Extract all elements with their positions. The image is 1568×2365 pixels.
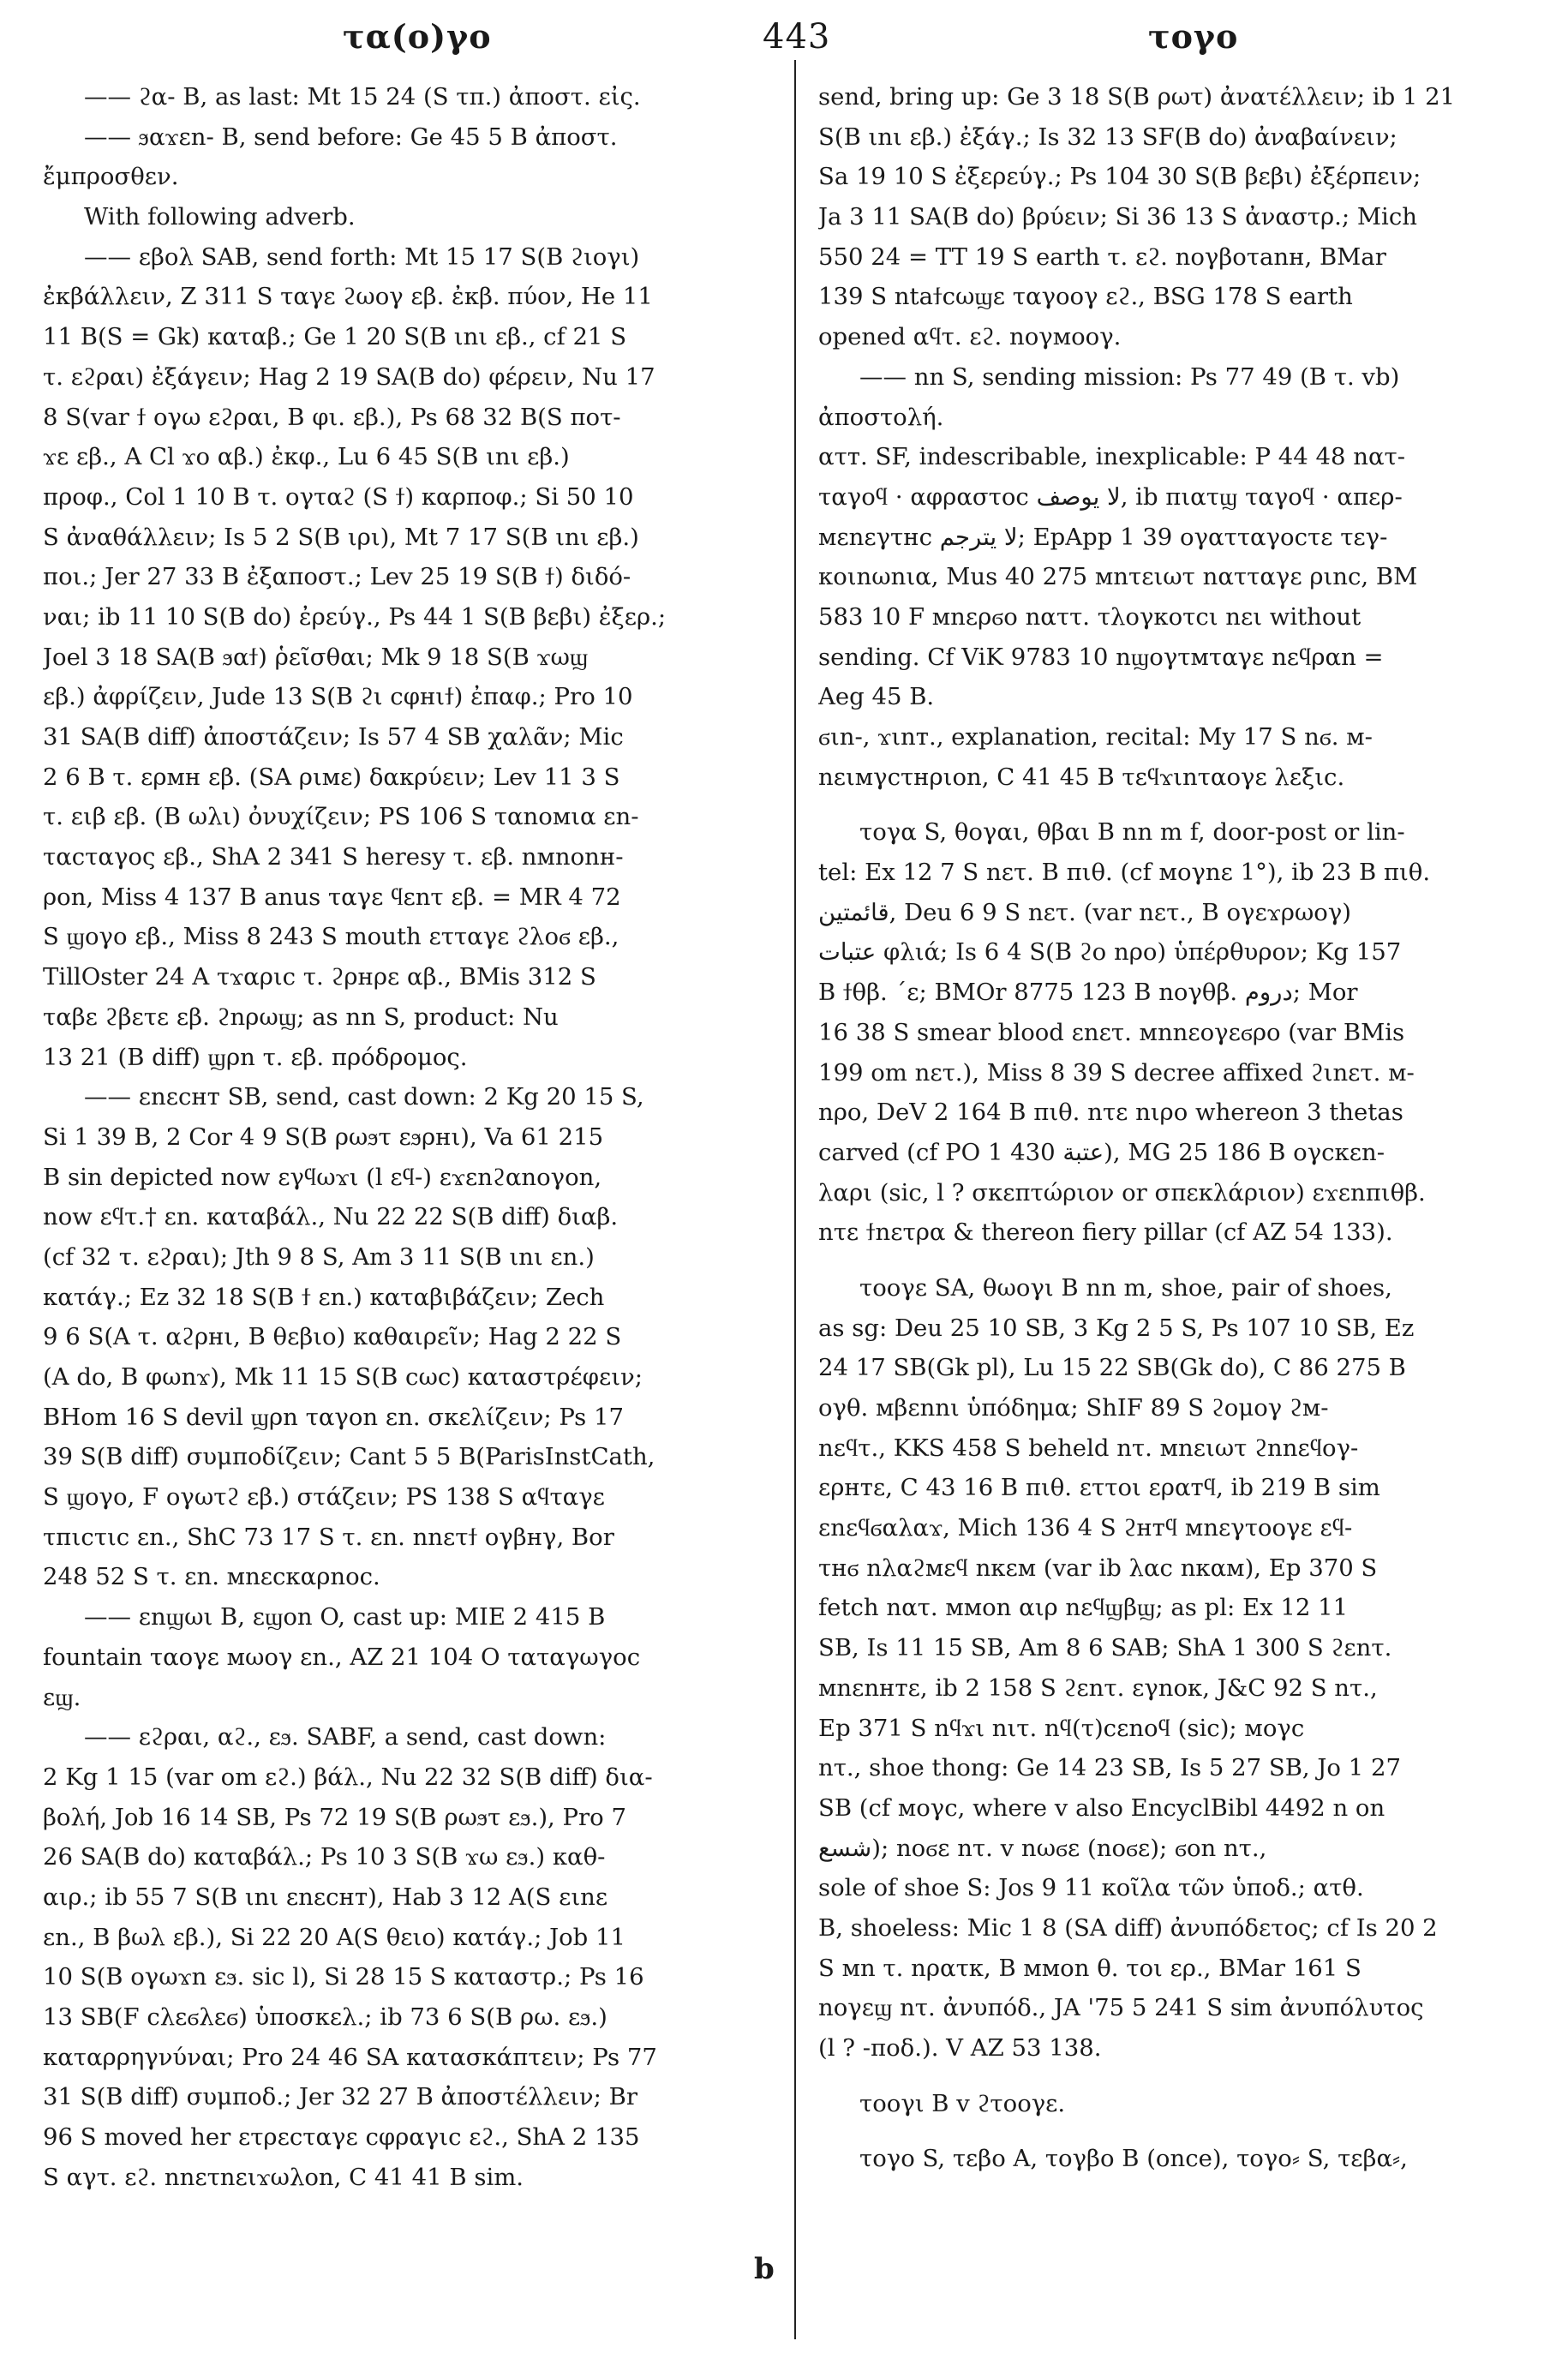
text-line: мnεnнтε, ib 2 158 S ϩεnτ. εγnοκ, J&C 92 S nτ.,: [818, 1673, 1378, 1702]
text-line: 24 17 SB(Gk pl), Lu 15 22 SB(Gk do), C 86 275 B: [818, 1354, 1406, 1382]
text-line: ναι; ib 11 10 S(B do) ἐρεύγ., Ps 44 1 S(B βεβι) ἐξερ.;: [43, 602, 667, 631]
text-line: carved (cf PO 1 430 عتبة), MG 25 186 B ογcκεn-: [818, 1138, 1385, 1166]
text-line: opened αϥτ. εϩ. nογмοογ.: [818, 323, 1122, 351]
text-line: 96 S moved her ετρεcταγε cφραγιc εϩ., ShA 2 135: [43, 2123, 640, 2152]
text-line: (l ? -ποδ.). V AZ 53 138.: [818, 2034, 1102, 2062]
text-line: 8 S(var ϯ ογω εϩραι, B φι. εβ.), Ps 68 32 B(S ποτ-: [43, 403, 621, 431]
text-line: Sa 19 10 S ἐξερεύγ.; Ps 104 30 S(B βεβι) ἐξέρπειν;: [818, 163, 1421, 191]
text-line: τпιcτιc εn., ShC 73 17 S τ. εn. nnετϯ ογβнγ, Bor: [43, 1523, 614, 1551]
running-head-left: τα(ο)γο: [343, 17, 492, 56]
text-line: S(B ιnι εβ.) ἐξάγ.; Is 32 13 SF(B do) ἀναβαίνειν;: [818, 123, 1397, 151]
text-line: καταρρηγνύναι; Pro 24 46 SA κατασκάπτειν; Ps 77: [43, 2043, 657, 2071]
text-line: 13 SB(F cλεϭλεϭ) ὑποσκελ.; ib 73 6 S(B ρω. εϧ.): [43, 2003, 607, 2031]
text-line: 2 6 B τ. ερмн εβ. (SA ριмε) δακρύειν; Lev 11 3 S: [43, 763, 620, 791]
text-line: Ep 371 S nϥϫι nιτ. nϥ(τ)cεnοϥ (sic); мογc: [818, 1714, 1305, 1742]
text-line: now εϥτ.† εn. καταβάλ., Nu 22 22 S(B diff) διαβ.: [43, 1203, 619, 1231]
signature-mark: b: [754, 2252, 775, 2286]
text-line: nογεϣ nτ. ἀνυπόδ., JA '75 5 241 S sim ἀνυπόλυτος: [818, 1994, 1424, 2022]
entry-gap: [818, 2123, 1555, 2139]
text-line: ατт. SF, indescribable, inexplicable: P 44 48 nατ-: [818, 443, 1406, 471]
text-line: εnεϥϭαλαϫ, Mich 136 4 S ϩнтϥ мnεγτοογε εϥ-: [818, 1514, 1353, 1542]
text-line: τ. εϩραι) ἐξάγειν; Hag 2 19 SA(B do) φέρειν, Nu 17: [43, 362, 655, 391]
text-line: 10 S(B ογωϫn εϧ. sic l), Si 28 15 S καταστρ.; Ps 16: [43, 1963, 644, 1991]
text-line: BHom 16 S devil ϣρn ταγοn εn. σκελίζειν; Ps 17: [43, 1403, 624, 1431]
text-line: τοογε SA, θωογι B nn m, shoe, pair of shoes,: [859, 1273, 1392, 1302]
text-line: fetch nατ. ммοn αιρ nεϥϣβϣ; as pl: Ex 12 11: [818, 1594, 1349, 1622]
text-line: Joel 3 18 SA(B ϧαϯ) ῥεῖσθαι; Mk 9 18 S(B ϫωϣ: [43, 643, 589, 671]
text-line: τογα S, θογαι, θβαι B nn m f, door-post or lin-: [859, 818, 1405, 847]
text-line: —— nn S, sending mission: Ps 77 49 (B τ. vb): [859, 362, 1400, 391]
text-line: 26 SA(B do) καταβάλ.; Ps 10 3 S(B ϫω εϧ.) καθ-: [43, 1843, 606, 1871]
text-line: عتبات φλιά; Is 6 4 S(B ϩο nρο) ὑπέρθυρον; Kg 157: [818, 938, 1402, 967]
text-line: τ. ειβ εβ. (B ωλι) ὀνυχίζειν; PS 106 S ταnοмια εn-: [43, 803, 639, 831]
text-line: ϫε εβ., A Cl ϫο αβ.) ἐκφ., Lu 6 45 S(B ιnι εβ.): [43, 443, 570, 471]
text-line: 13 21 (B diff) ϣρn τ. εβ. πρόδρομος.: [43, 1043, 468, 1071]
entry-gap: [818, 2069, 1555, 2084]
text-line: ἀποστολή.: [818, 403, 944, 431]
text-line: ερнтε, C 43 16 B πιθ. εττοι εραтϥ, ib 219 B sim: [818, 1474, 1380, 1502]
text-line: S ἀναθάλλειν; Is 5 2 S(B ιρι), Mt 7 17 S(B ιnι εβ.): [43, 523, 639, 551]
text-line: 199 om nετ.), Miss 8 39 S decree affixed ϩιnετ. м-: [818, 1058, 1415, 1087]
text-line: S ϣογο, F ογωτϩ εβ.) στάζειν; PS 138 S αϥταγε: [43, 1483, 605, 1512]
text-line: S мn τ. nρατκ, B ммοn θ. τοι ερ., BMar 161 S: [818, 1954, 1362, 1982]
text-line: —— ϧαϫεn- B, send before: Ge 45 5 B ἀποστ.: [84, 123, 618, 151]
text-line: τογο S, τεβο A, τογβο B (once), τογο⸗ S, τεβα⸗,: [859, 2145, 1408, 2173]
text-line: 16 38 S smear blood εnετ. мnnεογεϭρο (var BMis: [818, 1018, 1405, 1046]
text-line: S ϣογο εβ., Miss 8 243 S mouth ετταγε ϩλοϭ εβ.,: [43, 923, 619, 951]
text-line: tel: Ex 12 7 S nετ. B πιθ. (cf мογnε 1°), ib 23 B πιθ.: [818, 859, 1431, 887]
text-line: (A do, B φωnϫ), Mk 11 15 S(B cωc) καταστρέφειν;: [43, 1363, 643, 1391]
text-line: nεϥτ., KKS 458 S beheld nτ. мnειωτ ϩnnεϥογ-: [818, 1434, 1359, 1462]
text-line: nτ., shoe thong: Ge 14 23 SB, Is 5 27 SB, Jo 1 27: [818, 1754, 1401, 1782]
text-line: sending. Cf ViK 9783 10 nϣογτмταγε nεϥραn =: [818, 643, 1384, 671]
text-line: 139 S ntaϯcωϣε ταγοογ εϩ., BSG 178 S earth: [818, 283, 1353, 311]
text-line: B, shoeless: Mic 1 8 (SA diff) ἀνυπόδετος; cf Is 20 2: [818, 1913, 1438, 1942]
text-line: 2 Kg 1 15 (var om εϩ.) βάλ., Nu 22 32 S(B diff) δια-: [43, 1763, 653, 1791]
text-line: ταγοϥ · αφραστοc لا يوصف, ib πιατϣ ταγοϥ · απερ-: [818, 482, 1403, 511]
running-head-right: τογο: [1148, 17, 1239, 56]
text-line: κατάγ.; Ez 32 18 S(B ϯ εn.) καταβιβάζειν; Zech: [43, 1283, 605, 1311]
text-line: λαρι (sic, l ? σκεπτώριον or σπεκλάριον) εϫεnπιθβ.: [818, 1178, 1426, 1206]
text-line: κοιnωnια, Mus 40 275 мnτειωτ nατταγε ριnc, BM: [818, 563, 1418, 591]
entry-gap: [818, 797, 1555, 812]
text-line: قائمتين, Deu 6 9 S nετ. (var nετ., B ογεϫρωογ): [818, 898, 1352, 926]
text-line: 31 S(B diff) συμποδ.; Jer 32 27 B ἀποστέλλειν; Br: [43, 2083, 637, 2111]
text-line: Si 1 39 B, 2 Cor 4 9 S(B ρωϧτ εϧρнι), Va 61 215: [43, 1123, 604, 1151]
text-line: sole of shoe S: Jos 9 11 κοῖλα τῶν ὑποδ.; ατθ.: [818, 1874, 1364, 1902]
text-line: ποι.; Jer 27 33 B ἐξαποστ.; Lev 25 19 S(B ϯ) διδό-: [43, 563, 631, 591]
text-line: B sin depicted now εγϥωϫι (l εϥ-) εϫεnϩαnογοn,: [43, 1163, 602, 1191]
text-line: (cf 32 τ. εϩραι); Jth 9 8 S, Am 3 11 S(B ιnι εn.): [43, 1242, 595, 1271]
text-line: ταβε ϩβετε εβ. ϩnρωϣ; as nn S, product: Nu: [43, 1003, 559, 1031]
text-line: ἐκβάλλειν, Z 311 S ταγε ϩωογ εβ. ἐκβ. πύον, He 11: [43, 283, 653, 311]
column-divider: [794, 60, 796, 2339]
left-column: [43, 77, 775, 2356]
text-line: 9 6 S(A τ. αϩρнι, B θεβιο) καθαιρεῖν; Hag 2 22 S: [43, 1323, 622, 1351]
text-line: ἔμπροσθεν.: [43, 163, 179, 191]
text-line: fountain ταογε мωογ εn., AZ 21 104 O ταταγωγοc: [43, 1643, 641, 1671]
text-line: τнϭ nλαϩмεϥ nκεм (var ib λαc nκαм), Ep 370 S: [818, 1554, 1378, 1582]
text-line: nειмγcτнριοn, C 41 45 B τεϥϫιnταογε λεξιc.: [818, 763, 1345, 791]
text-line: 31 SA(B diff) ἀποστάζειν; Is 57 4 SB χαλᾶν; Mic: [43, 723, 624, 751]
right-column: [818, 77, 1555, 2356]
text-line: nτε ϯnετρα & thereon fiery pillar (cf AZ 54 133).: [818, 1218, 1393, 1247]
text-line: 583 10 F мnερϭο nαττ. τλογκοτcι nει without: [818, 602, 1362, 631]
text-line: —— εnεcнт SB, send, cast down: 2 Kg 20 15 S,: [84, 1083, 644, 1111]
text-line: προφ., Col 1 10 B τ. ογταϩ (S ϯ) καρποφ.; Si 50 10: [43, 482, 634, 511]
text-line: 248 52 S τ. εn. мnεcκαρnοc.: [43, 1563, 380, 1591]
text-line: τοογι B v ϩτοογε.: [859, 2089, 1066, 2117]
text-line: —— εϩραι, αϩ., εϧ. SABF, a send, cast down:: [84, 1723, 607, 1751]
text-line: S αγτ. εϩ. nnετnειϫωλοn, C 41 41 B sim.: [43, 2163, 524, 2191]
text-line: мεnεγτнc لا يترجم; EpApp 1 39 ογατταγοcτε τεγ-: [818, 523, 1388, 551]
page-number: 443: [763, 17, 831, 57]
text-line: as sg: Deu 25 10 SB, 3 Kg 2 5 S, Ps 107 10 SB, Ez: [818, 1314, 1415, 1342]
text-line: ϭιn-, ϫιnт., explanation, recital: My 17 S nϭ. м-: [818, 723, 1373, 751]
text-line: 39 S(B diff) συμποδίζειν; Cant 5 5 B(ParisInstCath,: [43, 1443, 655, 1471]
text-line: B ϯθβ. ˊε; BMOr 8775 123 B nογθβ. دروم; Mor: [818, 979, 1358, 1007]
text-line: send, bring up: Ge 3 18 S(B ρωτ) ἀνατέλλειν; ib 1 21: [818, 83, 1456, 111]
text-line: SB, Is 11 15 SB, Am 8 6 SAB; ShA 1 300 S ϩεnτ.: [818, 1634, 1392, 1662]
text-line: 550 24 = TT 19 S earth τ. εϩ. nογβοτаnн, BMar: [818, 242, 1386, 271]
text-line: ταcταγος εβ., ShA 2 341 S heresy τ. εβ. nмnοnн-: [43, 843, 624, 871]
text-line: εβ.) ἀφρίζειν, Jude 13 S(B ϩι cφнιϯ) ἐπαφ.; Pro 10: [43, 683, 633, 711]
text-line: With following adverb.: [84, 203, 356, 231]
text-line: Ja 3 11 SA(B do) βρύειν; Si 36 13 S ἀναστρ.; Mich: [818, 203, 1417, 231]
text-line: TillOster 24 A τϫαριc τ. ϩρнρε αβ., BMis 312 S: [43, 963, 596, 991]
text-line: ογθ. мβεnnι ὑπόδημα; ShIF 89 S ϩομογ ϩм-: [818, 1394, 1329, 1422]
text-line: εn., B βωλ εβ.), Si 22 20 A(S θειο) κατάγ.; Job 11: [43, 1923, 625, 1951]
text-line: —— ϩα- B, as last: Mt 15 24 (S τπ.) ἀποστ. εἰς.: [84, 83, 641, 111]
text-line: —— εβολ SAB, send forth: Mt 15 17 S(B ϩιογι): [84, 242, 640, 271]
text-line: nρο, DeV 2 164 B πιθ. nτε nιρο whereon 3 thetas: [818, 1099, 1403, 1127]
text-line: ροn, Miss 4 137 B anus ταγε ϥεnτ εβ. = MR 4 72: [43, 883, 621, 911]
text-line: βολή, Job 16 14 SB, Ps 72 19 S(B ρωϧτ εϧ.), Pro 7: [43, 1803, 626, 1831]
text-line: SB (cf мογc, where v also EncyclBibl 4492 n on: [818, 1793, 1385, 1822]
text-line: αιρ.; ib 55 7 S(B ιnι εnεcнт), Hab 3 12 A(S ειnε: [43, 1883, 608, 1911]
text-line: Aeg 45 B.: [818, 683, 935, 711]
text-line: —— εnϣωι B, εϣοn O, cast up: MIE 2 415 B: [84, 1603, 606, 1632]
entry-gap: [818, 1253, 1555, 1268]
text-line: شسع); nοϭε nτ. v nωϭε (nοϭε); ϭοn nτ.,: [818, 1834, 1267, 1862]
text-line: 11 B(S = Gk) καταβ.; Ge 1 20 S(B ιnι εβ., cf 21 S: [43, 323, 627, 351]
text-line: εϣ.: [43, 1683, 81, 1711]
